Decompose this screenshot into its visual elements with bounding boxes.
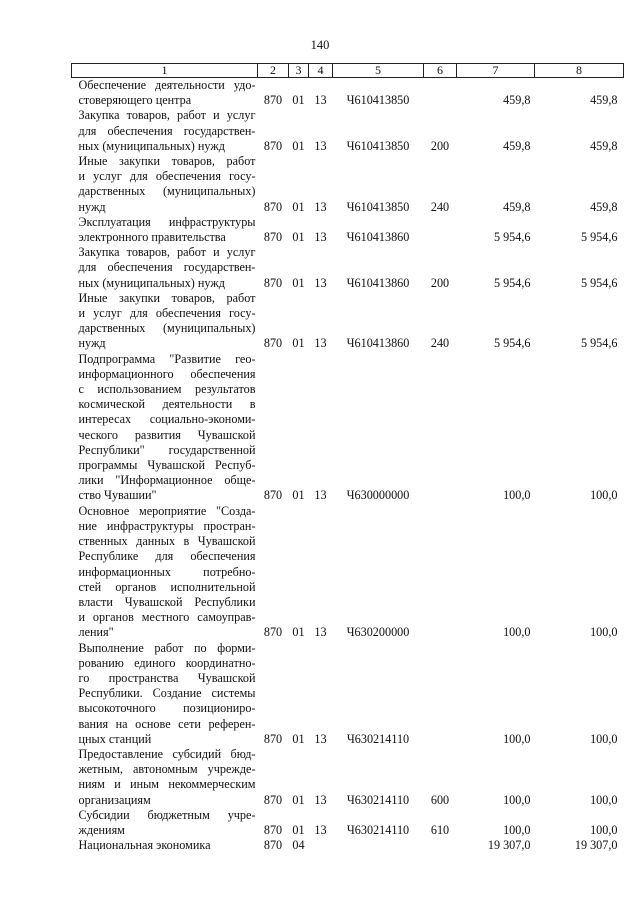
target-article-cell: Ч630214110 [346, 731, 410, 746]
item-name-line: ние инфраструктуры простран- [78, 518, 256, 533]
target-article-cell: Ч630200000 [346, 625, 410, 640]
subsection-code-cell: 13 [314, 336, 327, 351]
item-name-line: стоверяющего центра [78, 93, 192, 108]
admin-code-cell: 870 [263, 731, 283, 746]
expense-type-cell: 200 [430, 138, 450, 153]
item-name-line: Республики. Создание системы [78, 686, 256, 701]
item-name-line: жетным, автономным учрежде- [78, 762, 256, 777]
expense-type-cell [424, 78, 457, 109]
table-row [72, 215, 624, 245]
item-name-line: Подпрограмма "Развитие гео- [78, 351, 256, 366]
amount-year1-cell: 100,0 [503, 792, 531, 807]
amount-year2-cell: 100,0 [590, 625, 618, 640]
item-name-line: Эксплуатация инфраструктуры [78, 214, 256, 229]
item-name-cell [72, 747, 258, 808]
admin-code-cell: 870 [263, 822, 283, 837]
subsection-code-cell: 13 [314, 488, 327, 503]
section-code-cell: 04 [292, 838, 305, 853]
target-article-cell: Ч610413850 [346, 138, 410, 153]
item-name-line: Основное мероприятие "Созда- [78, 503, 256, 518]
subsection-code-cell: 13 [314, 199, 327, 214]
amount-year2-cell: 100,0 [590, 731, 618, 746]
item-name-line: стей органов исполнительной [78, 579, 256, 594]
amount-year1-cell: 459,8 [503, 138, 531, 153]
amount-year1-cell: 100,0 [503, 488, 531, 503]
section-code-cell: 01 [292, 230, 305, 245]
admin-code-cell: 870 [263, 488, 283, 503]
item-name-line: интересах социально-экономи- [78, 412, 256, 427]
amount-year2-cell: 100,0 [590, 792, 618, 807]
item-name-line: Иные закупки товаров, работ [78, 154, 256, 169]
item-name-line: вания на основе сети референ- [78, 716, 256, 731]
target-article-cell: Ч630214110 [346, 822, 410, 837]
item-name-line: Субсидии бюджетным учре- [78, 807, 256, 822]
section-code-cell: 01 [292, 792, 305, 807]
item-name-cell [72, 154, 258, 215]
admin-code-cell: 870 [263, 199, 283, 214]
section-code-cell: 01 [292, 93, 305, 108]
item-name-line: информационного обеспечения [78, 366, 256, 381]
target-article-cell: Ч630000000 [346, 488, 410, 503]
expense-type-cell [424, 641, 457, 747]
expense-type-cell [424, 352, 457, 504]
item-name-cell [72, 808, 258, 838]
item-name-line: высокоточного позициониро- [78, 701, 256, 716]
item-name-line: Закупка товаров, работ и услуг [78, 108, 256, 123]
target-article-cell: Ч610413860 [346, 336, 410, 351]
expense-type-cell: 200 [430, 275, 450, 290]
expense-type-cell: 240 [430, 336, 450, 351]
column-header: 3 [289, 64, 309, 78]
amount-year1-cell: 100,0 [503, 822, 531, 837]
section-code-cell: 01 [292, 199, 305, 214]
item-name-line: и услуг для обеспечения госу- [78, 169, 256, 184]
amount-year2-cell: 100,0 [590, 488, 618, 503]
item-name-line: и органов местного самоуправ- [78, 610, 256, 625]
amount-year2-cell: 5 954,6 [580, 336, 618, 351]
item-name-line: нужд [78, 199, 106, 214]
item-name-line: рованию единого координатно- [78, 655, 256, 670]
item-name-line: для обеспечения государствен- [78, 123, 256, 138]
admin-code-cell: 870 [263, 138, 283, 153]
admin-code-cell: 870 [263, 275, 283, 290]
section-code-cell: 01 [292, 822, 305, 837]
item-name-cell [72, 78, 258, 109]
expense-type-cell [424, 504, 457, 641]
amount-year1-cell: 459,8 [503, 93, 531, 108]
amount-year1-cell: 100,0 [503, 625, 531, 640]
item-name-line: ниям и иным некоммерческим [78, 777, 256, 792]
table-row [72, 291, 624, 352]
amount-year2-cell: 459,8 [590, 93, 618, 108]
target-article-cell: Ч630214110 [346, 792, 410, 807]
section-code-cell: 01 [292, 138, 305, 153]
page-number: 140 [310, 38, 330, 52]
admin-code-cell: 870 [263, 93, 283, 108]
item-name-line: дарственных (муниципальных) [78, 184, 256, 199]
section-code-cell: 01 [292, 731, 305, 746]
amount-year2-cell: 459,8 [590, 199, 618, 214]
amount-year2-cell: 459,8 [590, 138, 618, 153]
amount-year1-cell: 5 954,6 [493, 336, 531, 351]
item-name-line: нужд [78, 336, 106, 351]
table-row [72, 154, 624, 215]
item-name-line: Иные закупки товаров, работ [78, 290, 256, 305]
item-name-line: Республики" государственной [78, 442, 256, 457]
section-code-cell: 01 [292, 275, 305, 290]
item-name-cell [72, 641, 258, 747]
item-name-line: Предоставление субсидий бюд- [78, 746, 256, 761]
item-name-line: электронного правительства [78, 230, 226, 245]
item-name-line: дарственных (муниципальных) [78, 321, 256, 336]
item-name-line: ных (муниципальных) нужд [78, 138, 225, 153]
amount-year1-cell: 459,8 [503, 199, 531, 214]
item-name-cell [72, 108, 258, 154]
item-name-line: Выполнение работ по форми- [78, 640, 256, 655]
table-body [72, 78, 624, 854]
section-code-cell: 01 [292, 625, 305, 640]
expense-type-cell [424, 838, 457, 853]
subsection-code-cell: 13 [314, 792, 327, 807]
item-name-line: цных станций [78, 731, 152, 746]
amount-year2-cell: 5 954,6 [580, 275, 618, 290]
target-article-cell: Ч610413860 [346, 230, 410, 245]
amount-year1-cell: 5 954,6 [493, 275, 531, 290]
item-name-cell [72, 352, 258, 504]
admin-code-cell: 870 [263, 838, 283, 853]
item-name-line: организациям [78, 792, 151, 807]
target-article-cell: Ч610413860 [346, 275, 410, 290]
item-name-line: Национальная экономика [78, 838, 211, 853]
item-name-line: Закупка товаров, работ и услуг [78, 245, 256, 260]
target-article-cell: Ч610413850 [346, 199, 410, 214]
subsection-code-cell [309, 838, 333, 853]
item-name-cell [72, 215, 258, 245]
item-name-line: Обеспечение деятельности удо- [78, 78, 256, 92]
column-header: 5 [333, 64, 424, 78]
item-name-line: программы Чувашской Респуб- [78, 458, 256, 473]
target-article-cell [333, 838, 424, 853]
section-code-cell: 01 [292, 488, 305, 503]
subsection-code-cell: 13 [314, 275, 327, 290]
subsection-code-cell: 13 [314, 230, 327, 245]
amount-year2-cell: 100,0 [590, 822, 618, 837]
subsection-code-cell: 13 [314, 822, 327, 837]
table-row [72, 108, 624, 154]
item-name-line: и услуг для обеспечения госу- [78, 306, 256, 321]
item-name-line: ления" [78, 625, 114, 640]
table-row [72, 747, 624, 808]
table-row [72, 808, 624, 838]
amount-year1-cell: 5 954,6 [493, 230, 531, 245]
admin-code-cell: 870 [263, 230, 283, 245]
table-row [72, 78, 624, 109]
item-name-line: для обеспечения государствен- [78, 260, 256, 275]
column-header: 1 [72, 64, 258, 78]
amount-year1-cell: 19 307,0 [487, 838, 531, 853]
item-name-line: го пространства Чувашской [78, 670, 256, 685]
column-header: 4 [309, 64, 333, 78]
amount-year1-cell: 100,0 [503, 731, 531, 746]
item-name-cell [72, 291, 258, 352]
table-row [72, 245, 624, 291]
amount-year2-cell: 5 954,6 [580, 230, 618, 245]
budget-table [71, 63, 624, 853]
item-name-line: с использованием результатов [78, 382, 256, 397]
amount-year2-cell: 19 307,0 [574, 838, 618, 853]
subsection-code-cell: 13 [314, 731, 327, 746]
column-header: 8 [535, 64, 624, 78]
table-row [72, 838, 624, 853]
item-name-cell [72, 245, 258, 291]
expense-type-cell [424, 215, 457, 245]
item-name-line: ственных данных в Чувашской [78, 534, 256, 549]
table-row [72, 641, 624, 747]
expense-type-cell: 240 [430, 199, 450, 214]
column-header: 7 [457, 64, 535, 78]
expense-type-cell: 610 [430, 822, 450, 837]
item-name-line: ных (муниципальных) нужд [78, 275, 225, 290]
admin-code-cell: 870 [263, 336, 283, 351]
table-header-row [72, 64, 624, 78]
item-name-cell [72, 838, 258, 853]
target-article-cell: Ч610413850 [346, 93, 410, 108]
item-name-line: ство Чувашии" [78, 488, 157, 503]
column-header: 6 [424, 64, 457, 78]
subsection-code-cell: 13 [314, 625, 327, 640]
admin-code-cell: 870 [263, 625, 283, 640]
admin-code-cell: 870 [263, 792, 283, 807]
item-name-cell [72, 504, 258, 641]
item-name-line: ческого развития Чувашской [78, 427, 256, 442]
column-header: 2 [258, 64, 289, 78]
item-name-line: лики "Информационное обще- [78, 473, 256, 488]
section-code-cell: 01 [292, 336, 305, 351]
subsection-code-cell: 13 [314, 138, 327, 153]
expense-type-cell: 600 [430, 792, 450, 807]
item-name-line: космической деятельности в [78, 397, 256, 412]
subsection-code-cell: 13 [314, 93, 327, 108]
item-name-line: информационных потребно- [78, 564, 256, 579]
item-name-line: ждениям [78, 822, 125, 837]
table-row [72, 504, 624, 641]
item-name-line: Республике для обеспечения [78, 549, 256, 564]
item-name-line: власти Чувашской Республики [78, 594, 256, 609]
table-row [72, 352, 624, 504]
